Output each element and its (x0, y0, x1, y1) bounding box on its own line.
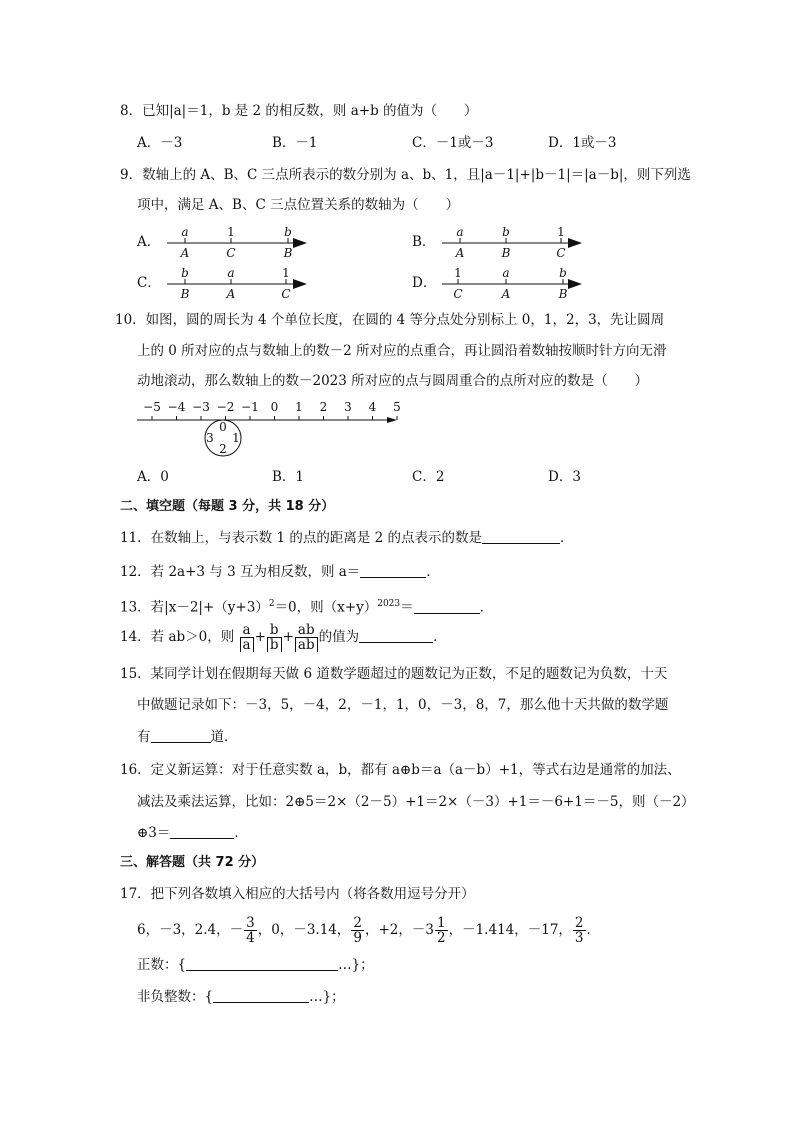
q11-answer-blank[interactable] (482, 529, 560, 544)
q11-text: 11．在数轴上，与表示数 1 的点的距离是 2 的点表示的数是 (120, 530, 483, 546)
mark-top-label: 1 (557, 225, 565, 239)
mark-bottom-label: C (281, 287, 291, 301)
q14 (120, 622, 447, 652)
q10-option-d: D．3 (548, 469, 581, 485)
mark-top-label: b (559, 266, 567, 280)
q17-positive-end: …}； (338, 957, 374, 973)
mark-top-label: a (456, 225, 464, 239)
q17-nonneg-blank[interactable] (213, 988, 309, 1003)
q17-text: 17．把下列各数填入相应的大括号内（将各数用逗号分开） (120, 886, 475, 902)
mark-top-label: a (502, 266, 510, 280)
q13-equals: ＝ (400, 599, 414, 616)
q11 (120, 528, 574, 548)
circle-label-3: 3 (206, 431, 214, 445)
mark-bottom-label: A (455, 246, 465, 260)
q10-option-c: C．2 (412, 469, 445, 485)
q17-nums-c: ，+2，－3 (365, 922, 434, 938)
q10-option-b: B．1 (272, 469, 305, 485)
q13-end: ． (479, 599, 494, 616)
q17-nonneg-row (137, 987, 345, 1007)
q12-end: ． (426, 564, 440, 580)
q11-end: ． (560, 530, 574, 546)
q14-fraction-3: $\frac{ab}{ab}$ (295, 623, 318, 652)
q9-option-a-label: A． (137, 234, 161, 250)
mark-top-label: b (284, 225, 292, 239)
mark-bottom-label: B (501, 246, 511, 260)
q13-exponent-2: 2023 (377, 599, 401, 609)
q17-positive-blank[interactable] (186, 956, 338, 971)
mark-bottom-label: A (226, 287, 236, 301)
section-3-heading: 三、解答题（共 72 分） (120, 855, 265, 870)
plus-sign: + (254, 629, 266, 645)
mark-top-label: b (502, 225, 510, 239)
q8-option-b: B．－1 (272, 135, 318, 151)
q14-answer-blank[interactable] (359, 628, 433, 643)
q9-number-line-b (440, 223, 585, 263)
mark-bottom-label: B (283, 246, 293, 260)
q8-option-c: C．－1或－3 (412, 135, 494, 151)
q13 (120, 594, 493, 618)
q17-nonneg-end: …}； (309, 989, 345, 1005)
q16-answer-blank[interactable] (170, 824, 234, 839)
q10-option-a: A．0 (137, 469, 169, 485)
q15-text-4: 道． (210, 729, 238, 745)
q10-text-1: 10．如图，圆的周长为 4 个单位长度，在圆的 4 等分点处分别标上 0，1，2，3，先让圆周 (115, 312, 665, 328)
mark-top-label: b (181, 266, 189, 280)
mark-bottom-label: C (556, 246, 566, 260)
tick-label: 0 (270, 400, 279, 414)
q14-text-post: 的值为 (318, 629, 360, 645)
q17-number-list (137, 913, 600, 947)
q16-line-3 (137, 823, 248, 843)
q17-nums-a: 6，－3，2.4，－ (137, 922, 244, 938)
mark-top-label: 1 (227, 225, 235, 239)
q8-text: 8．已知|a|＝1，b 是 2 的相反数，则 a+b 的值为（ ） (120, 103, 478, 119)
q15-answer-blank[interactable] (151, 728, 211, 743)
q9-option-c-label: C． (137, 275, 161, 291)
q15-text-2: 中做题记录如下：－3，5，－4，2，－1，1，0，－3，8，7，那么他十天共做的数学题 (137, 697, 669, 713)
q16-text-1: 16．定义新运算：对于任意实数 a，b，都有 a⊕b＝a（a－b）+1，等式右边是通常的加法、 (120, 762, 681, 778)
q14-text: 14．若 ab＞0，则 (120, 629, 235, 645)
mark-top-label: 1 (454, 266, 462, 280)
q9-option-d-label: D． (412, 275, 437, 291)
q16-text-3: ⊕3＝ (137, 825, 171, 841)
mark-top-label: a (181, 225, 189, 239)
q17-fraction-1: $\frac{3}{4}$ (246, 915, 255, 946)
q12 (120, 562, 440, 582)
tick-label: −3 (192, 400, 210, 414)
q17-fraction-3: $\frac{1}{2}$ (437, 915, 446, 946)
plus-sign: + (282, 629, 294, 645)
q12-text: 12．若 2a+3 与 3 互为相反数，则 a＝ (120, 564, 361, 580)
q9-number-line-d (440, 264, 585, 304)
q17-nums-b: ，0，－3.14， (257, 922, 351, 938)
q15-line-3 (137, 727, 238, 747)
q13-text: 13．若|x－2|+（y+3） (120, 599, 269, 616)
q14-fraction-2: $\frac{b}{b}$ (267, 623, 282, 652)
tick-label: −4 (167, 400, 186, 414)
mark-top-label: a (227, 266, 235, 280)
section-2-heading: 二、填空题（每题 3 分，共 18 分） (120, 499, 335, 514)
q14-fraction-1: $\frac{a}{a}$ (240, 623, 254, 652)
q9-number-line-c (165, 264, 310, 304)
q9-number-line-a (165, 223, 310, 263)
mark-top-label: 1 (282, 266, 290, 280)
q14-end: ． (433, 629, 447, 645)
tick-label: 4 (368, 400, 377, 414)
tick-label: −5 (143, 400, 161, 414)
q9-text-1: 9．数轴上的 A、B、C 三点所表示的数分别为 a、b、1，且|a－1|+|b－1|＝|a－b|，则下列选 (120, 167, 691, 183)
q8-option-a: A．－3 (137, 135, 183, 151)
q9-text-2: 项中，满足 A、B、C 三点位置关系的数轴为（ ） (137, 197, 460, 213)
q17-fraction-4: $\frac{2}{3}$ (574, 915, 584, 946)
q8-option-d: D．1或－3 (548, 135, 617, 151)
q10-number-line-figure (135, 396, 400, 458)
mark-bottom-label: B (180, 287, 190, 301)
q13-answer-blank[interactable] (414, 599, 480, 614)
mark-bottom-label: C (453, 287, 463, 301)
q9-option-b-label: B． (412, 234, 436, 250)
q17-nums-d: ，－1.414，－17， (448, 922, 572, 938)
q17-nonneg-label: 非负整数：{ (137, 989, 214, 1005)
q13-text-mid: ＝0，则（x+y） (274, 599, 378, 616)
mark-bottom-label: A (180, 246, 190, 260)
q13-exponent-1: 2 (268, 599, 275, 609)
q16-text-2: 减法及乘法运算，比如：2⊕5＝2×（2－5）+1＝2×（－3）+1＝－6+1＝－5，则（－2） (137, 794, 695, 810)
q12-answer-blank[interactable] (360, 563, 426, 578)
tick-label: −1 (241, 400, 259, 414)
q15-text-3: 有 (137, 729, 151, 745)
circle-label-2: 2 (219, 442, 227, 456)
q17-nums-e: ． (586, 922, 601, 938)
q17-positive-row (137, 955, 374, 975)
tick-label: 3 (344, 400, 352, 414)
mark-bottom-label: A (501, 287, 511, 301)
tick-label: 2 (319, 400, 328, 414)
circle-label-0: 0 (219, 420, 227, 434)
tick-label: 1 (295, 400, 303, 414)
mark-bottom-label: B (558, 287, 568, 301)
tick-label: −2 (216, 400, 235, 414)
q10-text-3: 动地滚动，那么数轴上的数－2023 所对应的点与圆周重合的点所对应的数是（ ） (137, 373, 649, 389)
mark-bottom-label: C (226, 246, 236, 260)
circle-label-1: 1 (232, 431, 240, 445)
tick-label: 5 (393, 400, 401, 414)
q15-text-1: 15．某同学计划在假期每天做 6 道数学题超过的题数记为正数，不足的题数记为负数，十天 (120, 666, 668, 682)
q10-text-2: 上的 0 所对应的点与数轴上的数－2 所对应的点重合，再让圆沿着数轴按顺时针方向无滑 (137, 343, 667, 359)
q17-positive-label: 正数：{ (137, 957, 187, 973)
q16-end: ． (234, 825, 248, 841)
q17-fraction-2: $\frac{2}{9}$ (353, 915, 362, 946)
